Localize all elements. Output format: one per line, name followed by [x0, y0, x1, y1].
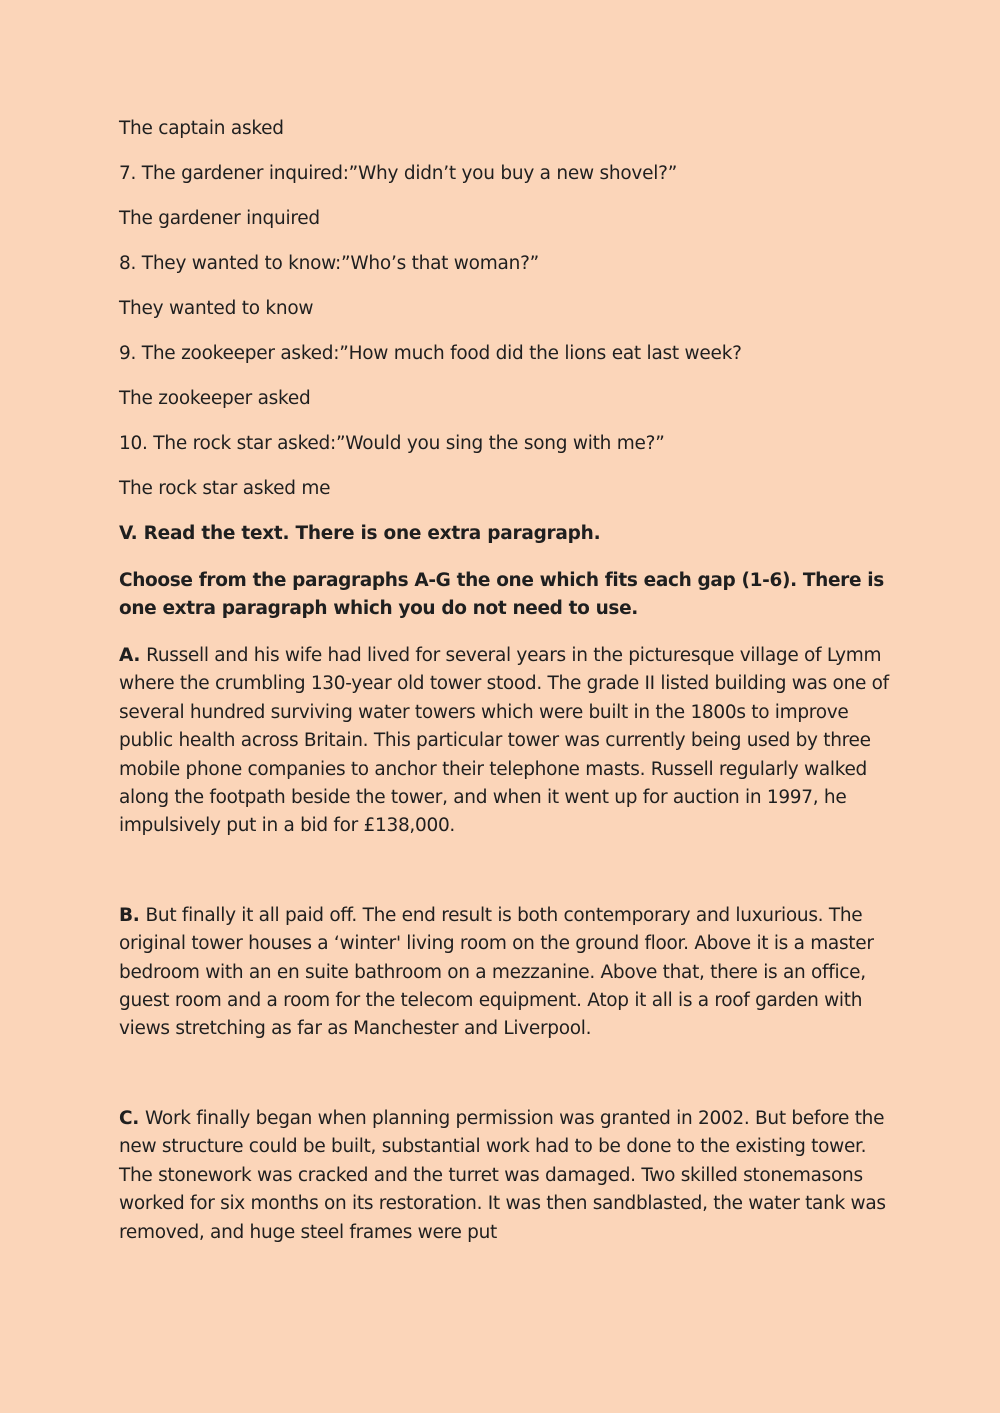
- paragraph-b-letter: B.: [119, 904, 140, 926]
- paragraph-a-text: Russell and his wife had lived for several years in the picturesque village of Lymm where the crumbling 130-year old tower stood. The grade II listed building was one of several hundred surviving water towers which were built in the 1800s to improve public health across Britain. This particular tower was currently being used by three mobile phone companies to anchor their telephone masts. Russell regularly walked along the footpath beside the tower, and when it went up for auction in 1997, he impulsively put in a bid for £138,000.: [119, 645, 889, 837]
- paragraph-b: [119, 902, 889, 1044]
- answer-line-10: The rock star asked me: [119, 478, 331, 499]
- answer-line-6: The captain asked: [119, 118, 284, 139]
- section-instruction: Choose from the paragraphs A-G the one which fits each gap (1-6). There is one extra paragraph which you do not need to use.: [119, 570, 884, 619]
- paragraph-c-letter: C.: [119, 1107, 140, 1129]
- question-10: 10. The rock star asked:”Would you sing the song with me?”: [119, 433, 665, 454]
- paragraph-c-text: Work finally began when planning permission was granted in 2002. But before the new structure could be built, substantial work had to be done to the existing tower. The stonework was cracked and the turret was damaged. Two skilled stonemasons worked for six months on its restoration. It was then sandblasted, the water tank was removed, and huge steel frames were put: [119, 1107, 886, 1243]
- paragraph-spacer: [119, 841, 889, 902]
- paragraph-a-letter: A.: [119, 645, 141, 666]
- paragraph-a: [119, 642, 889, 841]
- paragraph-spacer: [119, 1044, 889, 1105]
- answer-line-7: The gardener inquired: [119, 208, 320, 229]
- paragraph-c: [119, 1105, 889, 1247]
- question-9: 9. The zookeeper asked:”How much food did the lions eat last week?: [119, 343, 742, 364]
- question-8: 8. They wanted to know:”Who’s that woman?”: [119, 253, 539, 274]
- answer-line-8: They wanted to know: [119, 298, 314, 319]
- section-heading: V. Read the text. There is one extra paragraph.: [119, 523, 601, 544]
- worksheet-content: [119, 117, 889, 1247]
- answer-line-9: The zookeeper asked: [119, 388, 311, 409]
- question-7: 7. The gardener inquired:”Why didn’t you buy a new shovel?”: [119, 163, 678, 184]
- paragraph-b-text: But finally it all paid off. The end result is both contemporary and luxurious. The original tower houses a ‘winter' living room on the ground floor. Above it is a master bedroom with an en suite bathroom on a mezzanine. Above that, there is an office, guest room and a room for the telecom equipment. Atop it all is a roof garden with views stretching as far as Manchester and Liverpool.: [119, 904, 874, 1040]
